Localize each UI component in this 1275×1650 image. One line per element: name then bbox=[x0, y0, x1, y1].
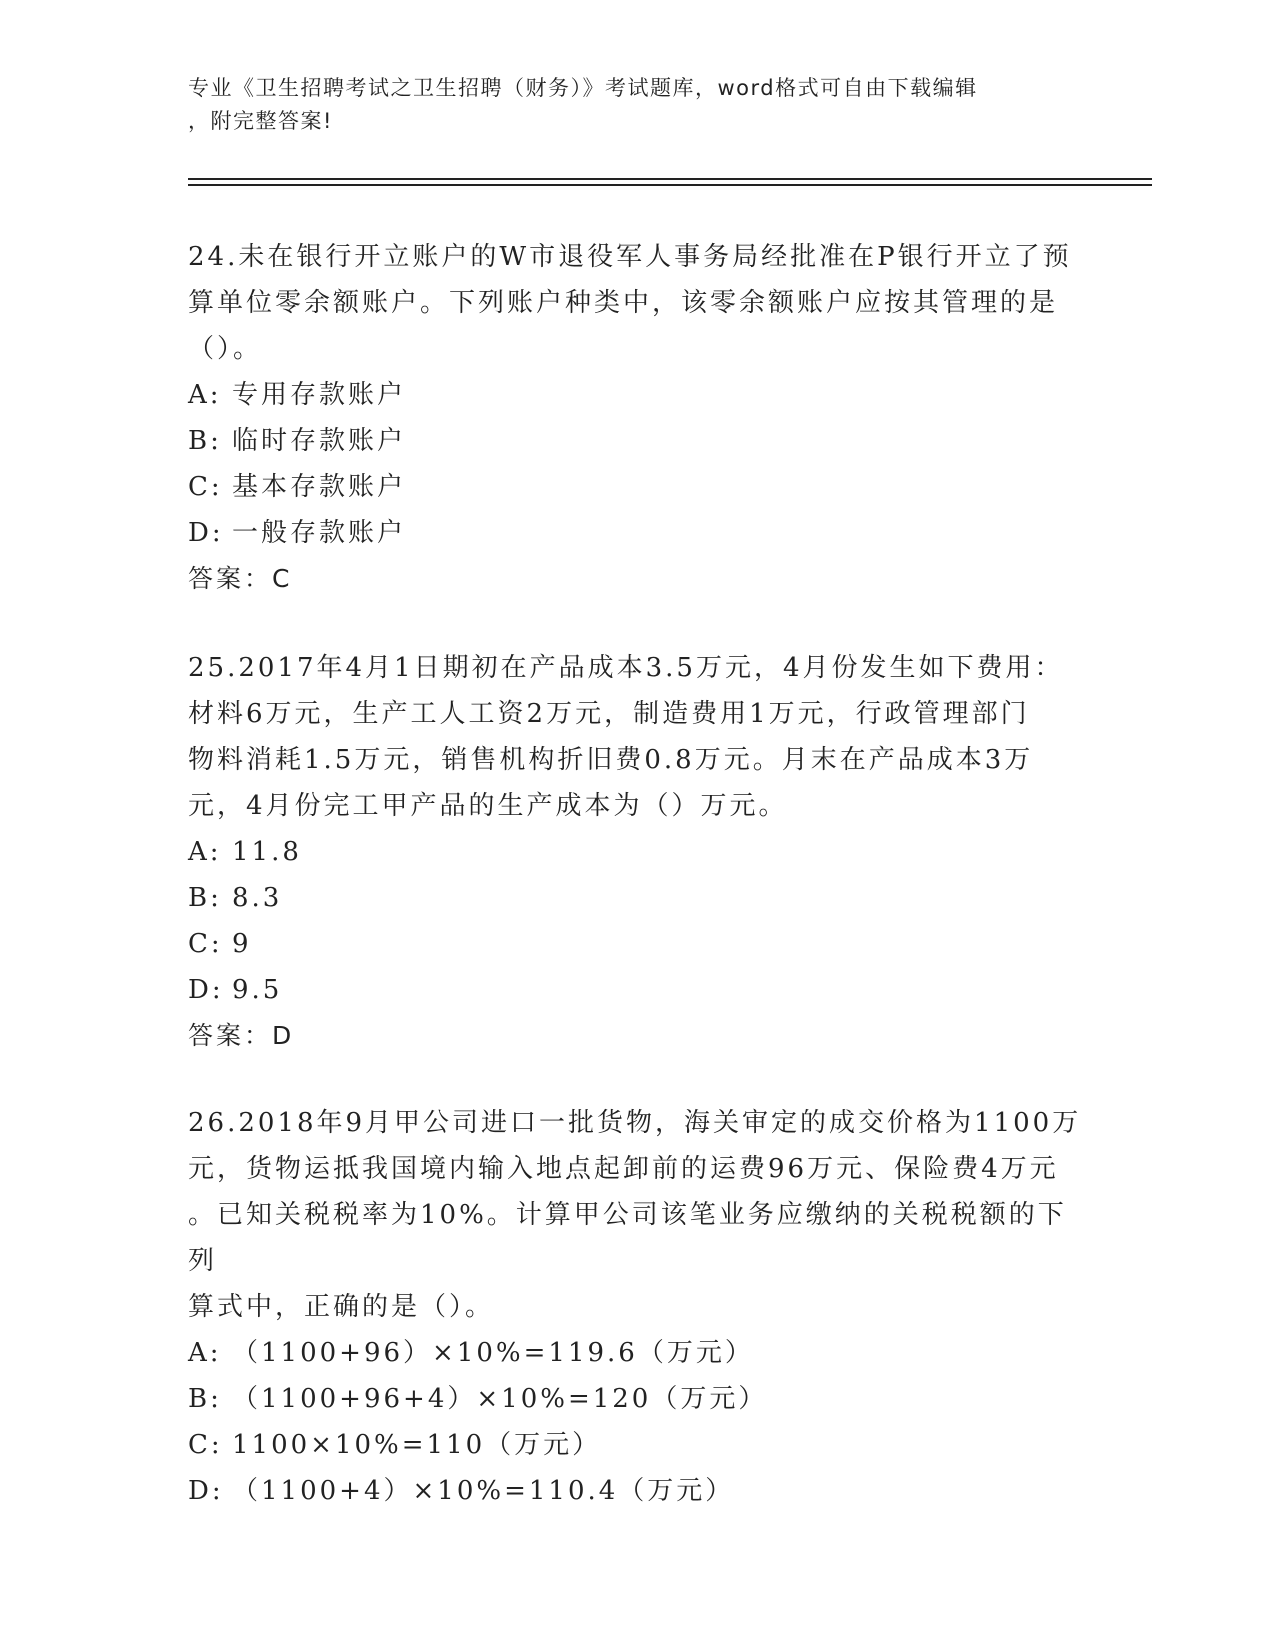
header-divider-top bbox=[188, 178, 1152, 180]
option-b bbox=[188, 418, 1088, 464]
question-26 bbox=[188, 1100, 1088, 1514]
option-text: （1100+96+4）×10%=120（万元） bbox=[232, 1384, 768, 1414]
option-b bbox=[188, 1376, 1088, 1422]
option-a bbox=[188, 1330, 1088, 1376]
question-stem-line: 元，货物运抵我国境内输入地点起卸前的运费96万元、保险费4万元 bbox=[188, 1154, 1059, 1184]
option-a bbox=[188, 372, 1088, 418]
document-header bbox=[188, 72, 1088, 138]
option-key: D: bbox=[188, 518, 224, 548]
option-key: C: bbox=[188, 929, 223, 959]
option-key: A: bbox=[188, 1338, 222, 1368]
option-d bbox=[188, 1468, 1088, 1514]
option-text: 基本存款账户 bbox=[232, 472, 407, 502]
option-key: D: bbox=[188, 1476, 224, 1506]
question-stem-line: 材料6万元，生产工人工资2万元，制造费用1万元，行政管理部门 bbox=[188, 699, 1030, 729]
question-stem-line: 24.未在银行开立账户的W市退役军人事务局经批准在P银行开立了预 bbox=[188, 242, 1072, 272]
option-text: 9 bbox=[232, 929, 252, 959]
question-stem-line: 。已知关税税率为10%。计算甲公司该笔业务应缴纳的关税税额的下列 bbox=[188, 1200, 1067, 1276]
option-key: C: bbox=[188, 472, 223, 502]
answer-label: 答案：C bbox=[188, 564, 293, 593]
option-c bbox=[188, 1422, 1088, 1468]
question-24 bbox=[188, 234, 1088, 602]
option-text: 一般存款账户 bbox=[232, 518, 407, 548]
option-text: 临时存款账户 bbox=[232, 426, 407, 456]
question-stem-line: （）。 bbox=[188, 334, 263, 364]
option-c bbox=[188, 464, 1088, 510]
header-divider-bottom bbox=[188, 184, 1152, 186]
option-key: D: bbox=[188, 975, 224, 1005]
option-text: （1100+96）×10%=119.6（万元） bbox=[232, 1338, 754, 1368]
question-stem-line: 物料消耗1.5万元，销售机构折旧费0.8万元。月末在产品成本3万 bbox=[188, 745, 1034, 775]
option-a bbox=[188, 829, 1088, 875]
option-text: （1100+4）×10%=110.4（万元） bbox=[232, 1476, 735, 1506]
option-b bbox=[188, 875, 1088, 921]
question-25 bbox=[188, 645, 1088, 1059]
option-d bbox=[188, 510, 1088, 556]
question-stem-line: 算单位零余额账户。下列账户种类中，该零余额账户应按其管理的是 bbox=[188, 288, 1059, 318]
option-key: B: bbox=[188, 883, 222, 913]
question-stem-line: 元，4月份完工甲产品的生产成本为（）万元。 bbox=[188, 791, 788, 821]
option-text: 8.3 bbox=[232, 883, 283, 913]
option-key: A: bbox=[188, 380, 222, 410]
option-text: 专用存款账户 bbox=[232, 380, 407, 410]
header-line-2: ，附完整答案! bbox=[188, 109, 333, 133]
option-key: B: bbox=[188, 1384, 222, 1414]
header-line-1: 专业《卫生招聘考试之卫生招聘（财务）》考试题库，word格式可自由下载编辑 bbox=[188, 76, 978, 100]
answer-label: 答案：D bbox=[188, 1021, 295, 1050]
option-text: 1100×10%=110（万元） bbox=[232, 1430, 602, 1460]
option-key: B: bbox=[188, 426, 222, 456]
option-d bbox=[188, 967, 1088, 1013]
option-key: A: bbox=[188, 837, 222, 867]
option-text: 11.8 bbox=[232, 837, 302, 867]
option-key: C: bbox=[188, 1430, 223, 1460]
question-stem-line: 算式中，正确的是（）。 bbox=[188, 1292, 495, 1322]
question-stem-line: 26.2018年9月甲公司进口一批货物，海关审定的成交价格为1100万 bbox=[188, 1108, 1082, 1138]
option-c bbox=[188, 921, 1088, 967]
option-text: 9.5 bbox=[232, 975, 283, 1005]
question-stem-line: 25.2017年4月1日期初在产品成本3.5万元，4月份发生如下费用： bbox=[188, 653, 1064, 683]
